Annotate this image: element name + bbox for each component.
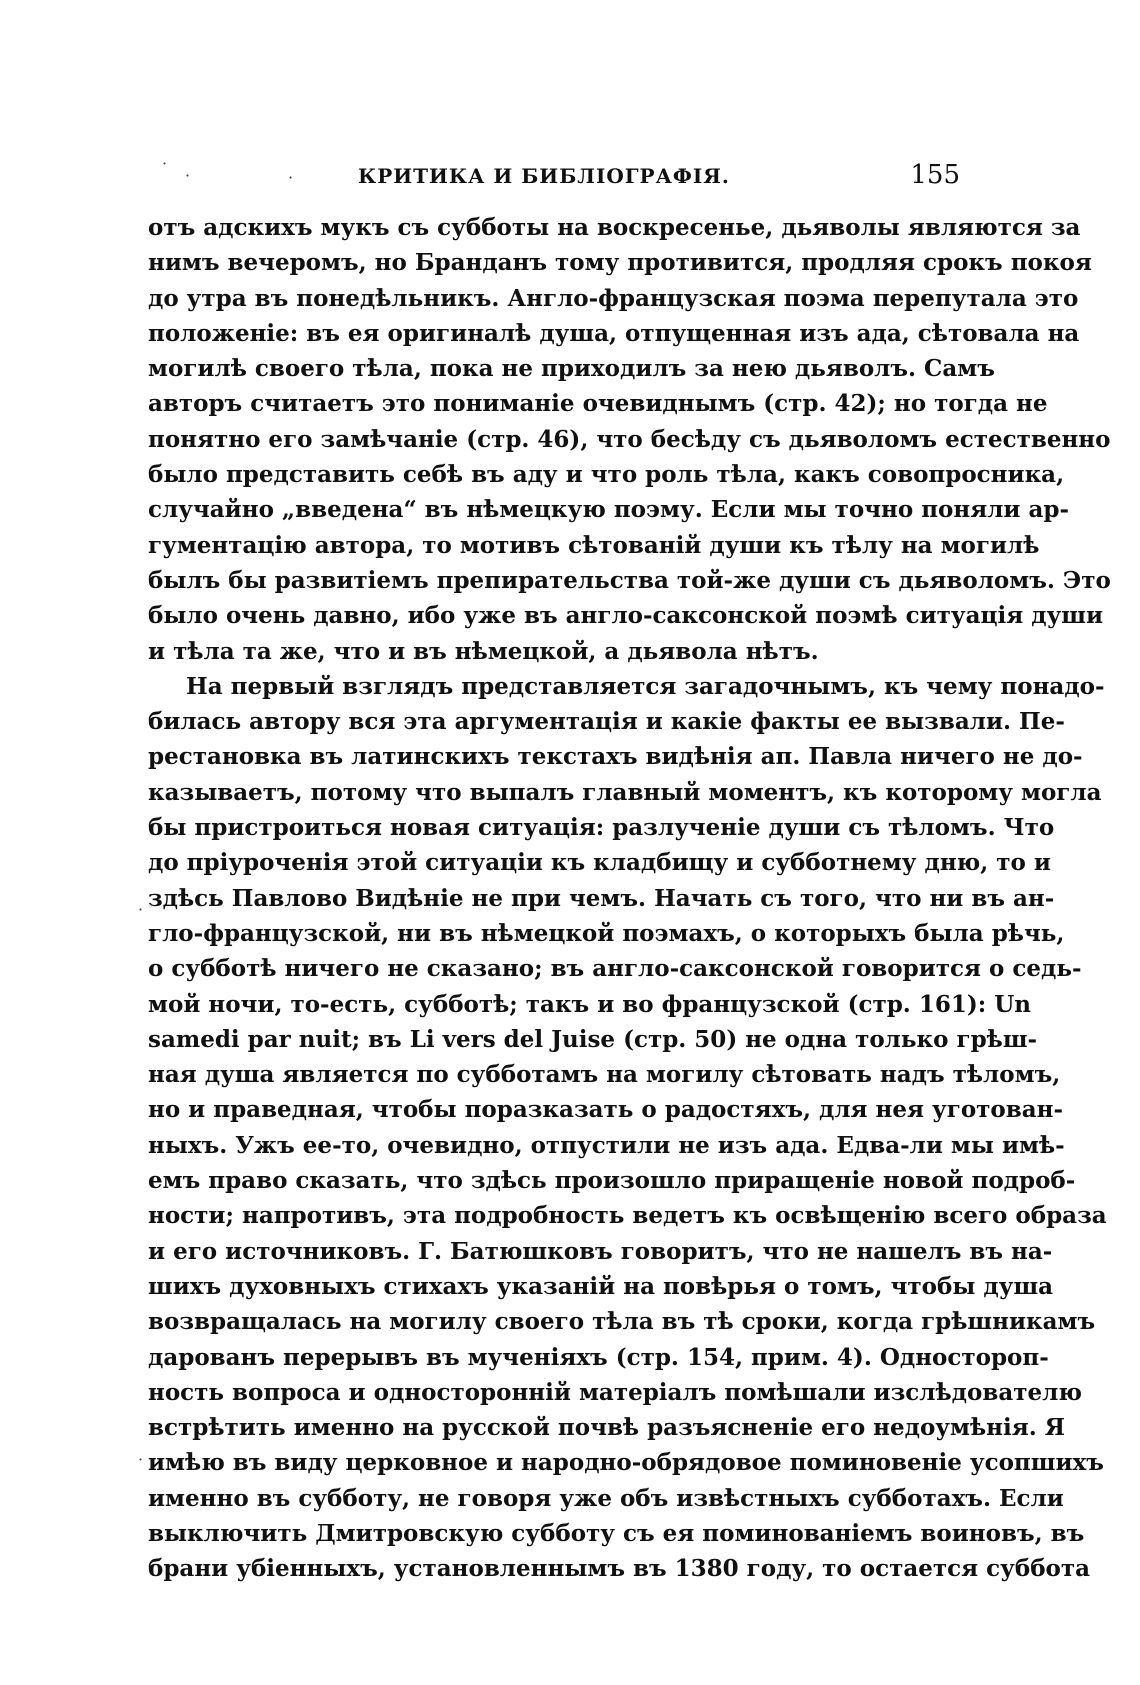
text-line: ная душа является по субботамъ на могилу сѣтовать надъ тѣломъ, [148, 1061, 1061, 1089]
text-line: рестановка въ латинскихъ текстахъ видѣнія ап. Павла ничего не до- [148, 743, 1083, 771]
text-line: билась автору вся эта аргументація и какіе факты ее вызвали. Пе- [148, 708, 1065, 736]
text-line: положеніе: въ ея оригиналѣ душа, отпущенная изъ ада, сѣтовала на [148, 319, 1080, 347]
text-line: ныхъ. Ужъ ее-то, очевидно, отпустили не изъ ада. Едва-ли мы имѣ- [148, 1131, 1065, 1159]
text-line: бы пристроиться новая ситуація: разлученіе души съ тѣломъ. Что [148, 814, 1055, 842]
print-speck: · [138, 900, 144, 919]
text-line: возвращалась на могилу своего тѣла въ тѣ сроки, когда грѣшникамъ [148, 1308, 1096, 1336]
text-line: понятно его замѣчаніе (стр. 46), что бесѣду съ дьяволомъ естественно [148, 425, 1111, 453]
print-speck: · [162, 154, 168, 173]
paragraph-end-line: и тѣла та же, что и въ нѣмецкой, а дьявола нѣтъ. [148, 637, 819, 665]
text-line: былъ бы развитіемъ препирательства той-же души съ дьяволомъ. Это [148, 566, 1111, 594]
text-line: и его источниковъ. Г. Батюшковъ говоритъ, что не нашелъ въ на- [148, 1237, 1053, 1265]
text-line: авторъ считаетъ это пониманіе очевиднымъ (стр. 42); но тогда не [148, 390, 1048, 418]
text-line: до пріуроченія этой ситуаціи къ кладбищу и субботнему дню, то и [148, 849, 1051, 877]
text-line: встрѣтить именно на русской почвѣ разъясненіе его недоумѣнія. Я [148, 1414, 1066, 1442]
text-line: выключить Дмитровскую субботу съ ея поминованіемъ воиновъ, въ [148, 1519, 1085, 1547]
print-speck: · [138, 1450, 144, 1469]
text-line: о субботѣ ничего не сказано; въ англо-саксонской говорится о седь- [148, 955, 1082, 983]
text-line: было очень давно, ибо уже въ англо-саксонской поэмѣ ситуація души [148, 602, 1104, 630]
text-line: шихъ духовныхъ стихахъ указаній на повѣрья о томъ, чтобы душа [148, 1272, 1054, 1300]
text-line: нимъ вечеромъ, но Бранданъ тому противится, продляя срокъ покоя [148, 249, 1092, 277]
text-line: емъ право сказать, что здѣсь произошло приращеніе новой подроб- [148, 1167, 1076, 1195]
text-line: гло-французской, ни въ нѣмецкой поэмахъ, о которыхъ была рѣчь, [148, 919, 1065, 947]
text-line: именно въ субботу, не говоря уже объ извѣстныхъ субботахъ. Если [148, 1484, 1064, 1512]
running-header [148, 160, 960, 194]
text-line: дарованъ перерывъ въ мученіяхъ (стр. 154, прим. 4). Одностороп- [148, 1343, 1049, 1371]
text-line: ность вопроса и односторонній матеріалъ помѣшали изслѣдователю [148, 1378, 1082, 1406]
page-number: 155 [910, 160, 960, 190]
text-line: мой ночи, то-есть, субботѣ; такъ и во французской (стр. 161): Un [148, 990, 1031, 1018]
print-speck: · [288, 168, 294, 187]
text-line: до утра въ понедѣльникъ. Англо-французская поэма перепутала это [148, 284, 1079, 312]
text-line: но и праведная, чтобы поразказать о радостяхъ, для нея уготован- [148, 1096, 1064, 1124]
paragraph-first-line: На первый взглядъ представляется загадочнымъ, къ чему понадо- [186, 672, 1105, 700]
text-line: было представить себѣ въ аду и что роль тѣла, какъ совопросника, [148, 461, 1065, 489]
text-line: здѣсь Павлово Видѣніе не при чемъ. Начать съ того, что ни въ ан- [148, 884, 1055, 912]
running-head-title: КРИТИКА И БИБЛІОГРАФІЯ. [358, 164, 730, 188]
text-line: ности; напротивъ, эта подробность ведетъ къ освѣщенію всего образа [148, 1202, 1107, 1230]
text-line: имѣю въ виду церковное и народно-обрядовое поминовеніе усопшихъ [148, 1449, 1104, 1477]
text-line: могилѣ своего тѣла, пока не приходилъ за нею дьяволъ. Самъ [148, 355, 995, 383]
text-line: samedi par nuit; въ Li vers del Juise (стр. 50) не одна только грѣш- [148, 1025, 1038, 1053]
print-speck: · [185, 166, 191, 185]
text-line: казываетъ, потому что выпалъ главный моментъ, къ которому могла [148, 778, 1102, 806]
body-text [148, 210, 1111, 1587]
text-line: гументацію автора, то мотивъ сѣтованій души къ тѣлу на могилѣ [148, 531, 1040, 559]
text-line: случайно „введена“ въ нѣмецкую поэму. Если мы точно поняли ар- [148, 496, 1070, 524]
text-line: отъ адскихъ мукъ съ субботы на воскресенье, дьяволы являются за [148, 214, 1081, 241]
text-line: брани убіенныхъ, установленнымъ въ 1380 году, то остается суббота [148, 1555, 1091, 1583]
